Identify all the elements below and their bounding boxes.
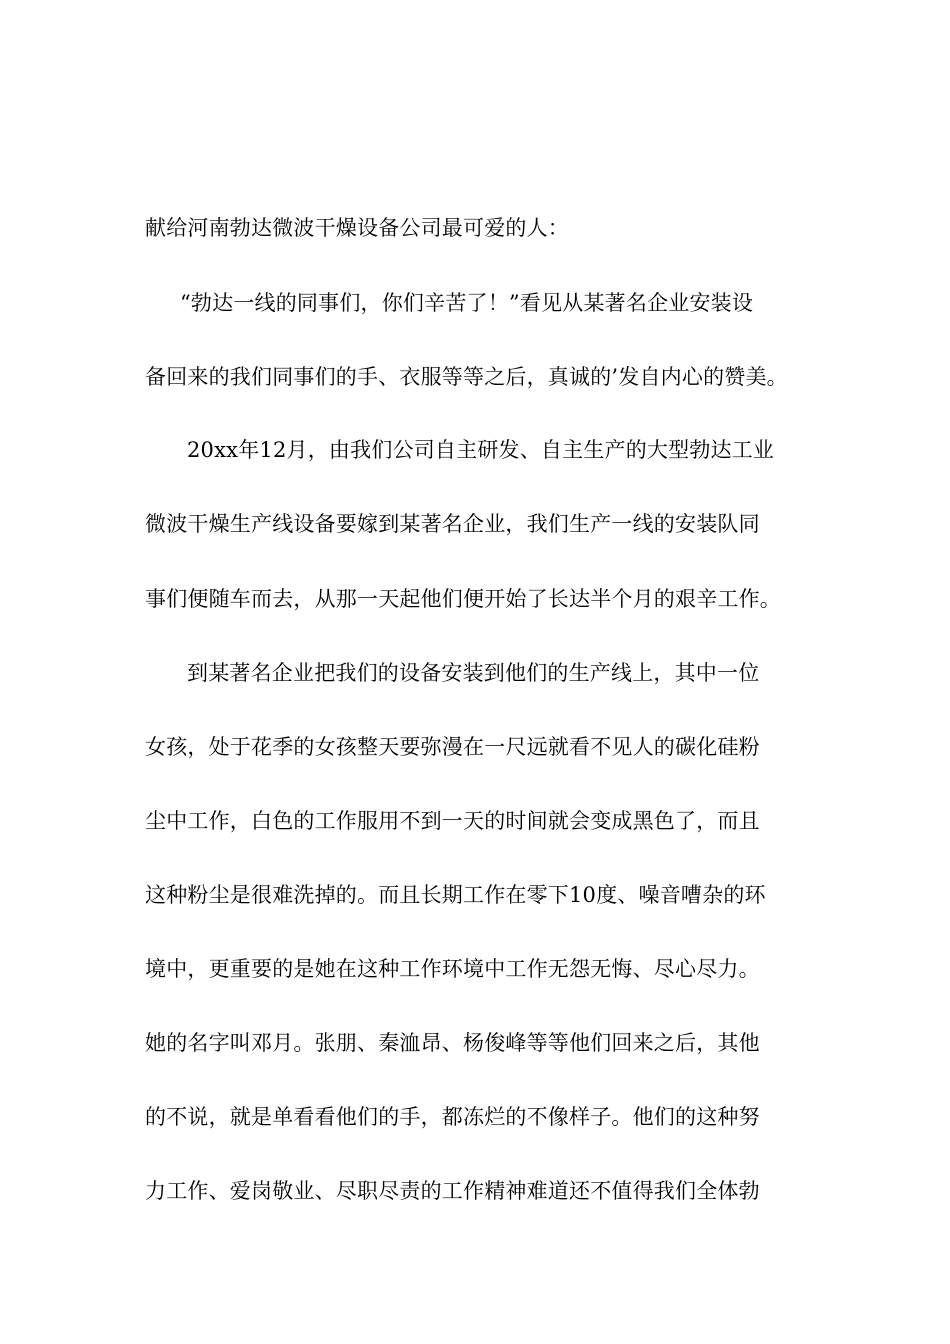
paragraph-1-line-2: 备回来的我们同事们的手、衣服等等之后，真诚的’发自内心的赞美。: [145, 365, 788, 389]
paragraph-3-line-7: 的不说，就是单看看他们的手，都冻烂的不像样子。他们的这种努: [145, 1105, 760, 1129]
paragraph-3-line-3: 尘中工作，白色的工作服用不到一天的时间就会变成黑色了，而且: [145, 809, 760, 833]
salutation-line: 献给河南勃达微波干燥设备公司最可爱的人：: [145, 216, 569, 240]
paragraph-3-line-4: 这种粉尘是很难洗掉的。而且长期工作在零下10度、噪音嘈杂的环: [145, 883, 766, 907]
paragraph-1-line-1: “勃达一线的同事们，你们辛苦了！”看见从某著名企业安装设: [180, 291, 754, 315]
paragraph-2-line-1: 20xx年12月，由我们公司自主研发、自主生产的大型勃达工业: [187, 438, 775, 462]
paragraph-2-line-2: 微波干燥生产线设备要嫁到某著名企业，我们生产一线的安装队同: [145, 512, 760, 536]
paragraph-3-line-2: 女孩，处于花季的女孩整天要弥漫在一尺远就看不见人的碳化硅粉: [145, 735, 760, 759]
paragraph-3-line-8: 力工作、爱岗敬业、尽职尽责的工作精神难道还不值得我们全体勃: [145, 1179, 760, 1203]
paragraph-3-line-5: 境中，更重要的是她在这种工作环境中工作无怨无悔、尽心尽力。: [145, 957, 760, 981]
paragraph-3-line-6: 她的名字叫邓月。张朋、秦洫昂、杨俊峰等等他们回来之后，其他: [145, 1031, 760, 1055]
paragraph-2-line-3: 事们便随车而去，从那一天起他们便开始了长达半个月的艰辛工作。: [145, 587, 781, 611]
paragraph-3-line-1: 到某著名企业把我们的设备安装到他们的生产线上，其中一位: [187, 661, 760, 685]
